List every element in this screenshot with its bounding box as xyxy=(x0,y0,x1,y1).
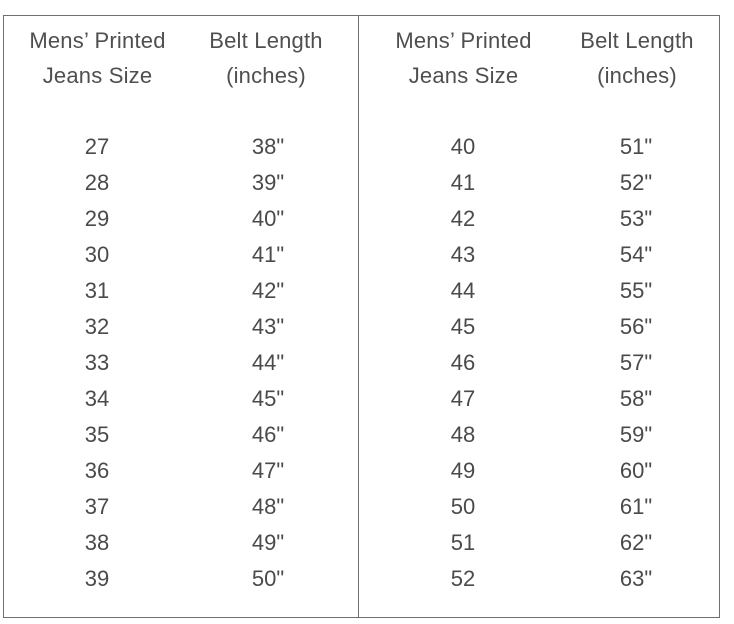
table-cell: 58" xyxy=(619,386,653,411)
header-line: Belt Length xyxy=(209,28,323,53)
table-cell: 55" xyxy=(619,278,653,303)
table-cell: 32 xyxy=(84,314,110,339)
table-cell: 50 xyxy=(450,494,476,519)
header-line: Mens’ Printed xyxy=(395,28,532,53)
header-line: Jeans Size xyxy=(42,63,153,88)
table-cell: 60" xyxy=(619,458,653,483)
table-cell: 48" xyxy=(251,494,285,519)
table-cell: 38 xyxy=(84,530,110,555)
table-cell: 50" xyxy=(251,566,285,591)
table-cell: 57" xyxy=(619,350,653,375)
table-cell: 52 xyxy=(450,566,476,591)
jeans-size-header xyxy=(15,23,180,93)
header-line: Jeans Size xyxy=(408,63,519,88)
table-cell: 44" xyxy=(251,350,285,375)
table-cell: 43" xyxy=(251,314,285,339)
table-cell: 41 xyxy=(450,170,476,195)
table-cell: 45 xyxy=(450,314,476,339)
table-cell: 36 xyxy=(84,458,110,483)
header-line: (inches) xyxy=(597,63,677,88)
table-cell: 51" xyxy=(619,134,653,159)
header-line: Mens’ Printed xyxy=(29,28,166,53)
table-cell: 63" xyxy=(619,566,653,591)
table-cell: 29 xyxy=(84,206,110,231)
table-cell: 33 xyxy=(84,350,110,375)
table-cell: 39" xyxy=(251,170,285,195)
table-cell: 52" xyxy=(619,170,653,195)
belt-length-header xyxy=(566,23,708,93)
table-cell: 34 xyxy=(84,386,110,411)
table-cell: 56" xyxy=(619,314,653,339)
table-cell: 31 xyxy=(84,278,110,303)
jeans-size-column xyxy=(57,129,137,597)
left-panel xyxy=(3,15,358,618)
table-cell: 54" xyxy=(619,242,653,267)
belt-length-header xyxy=(195,23,337,93)
jeans-size-header xyxy=(381,23,546,93)
table-cell: 35 xyxy=(84,422,110,447)
header-line: Belt Length xyxy=(580,28,694,53)
table-cell: 45" xyxy=(251,386,285,411)
header-line: (inches) xyxy=(226,63,306,88)
table-cell: 46 xyxy=(450,350,476,375)
table-cell: 47" xyxy=(251,458,285,483)
table-cell: 46" xyxy=(251,422,285,447)
belt-length-column xyxy=(228,129,308,597)
table-cell: 48 xyxy=(450,422,476,447)
table-cell: 41" xyxy=(251,242,285,267)
table-cell: 59" xyxy=(619,422,653,447)
table-cell: 28 xyxy=(84,170,110,195)
table-cell: 62" xyxy=(619,530,653,555)
table-cell: 42" xyxy=(251,278,285,303)
table-cell: 51 xyxy=(450,530,476,555)
table-cell: 40" xyxy=(251,206,285,231)
table-cell: 47 xyxy=(450,386,476,411)
jeans-size-column xyxy=(423,129,503,597)
table-cell: 27 xyxy=(84,134,110,159)
table-cell: 49 xyxy=(450,458,476,483)
right-panel xyxy=(359,15,720,618)
table-cell: 53" xyxy=(619,206,653,231)
table-cell: 43 xyxy=(450,242,476,267)
table-cell: 42 xyxy=(450,206,476,231)
table-cell: 49" xyxy=(251,530,285,555)
table-cell: 30 xyxy=(84,242,110,267)
table-cell: 61" xyxy=(619,494,653,519)
table-cell: 37 xyxy=(84,494,110,519)
belt-length-column xyxy=(596,129,676,597)
table-cell: 40 xyxy=(450,134,476,159)
table-cell: 38" xyxy=(251,134,285,159)
table-cell: 44 xyxy=(450,278,476,303)
table-cell: 39 xyxy=(84,566,110,591)
